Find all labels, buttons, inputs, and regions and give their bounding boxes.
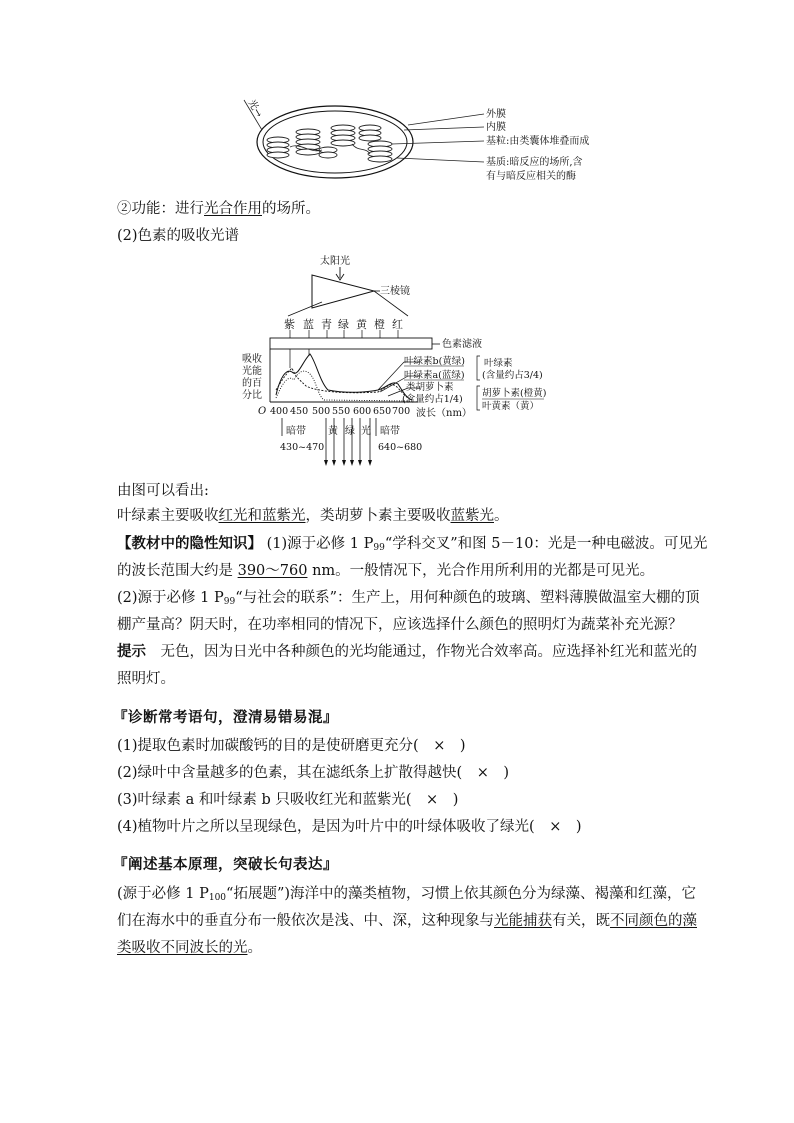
xtick-400: 400: [270, 406, 289, 417]
xtick-600: 600: [353, 406, 372, 417]
chloroplast-diagram: [240, 92, 590, 188]
different-algae-answer: 不同颜色的藻: [610, 913, 697, 929]
color-red: 红: [392, 318, 403, 331]
chlorophyll-absorbs: 红光和蓝紫光: [218, 508, 306, 524]
color-blue: 蓝: [303, 318, 314, 331]
ylabel-4: 分比: [242, 390, 262, 401]
prism-label: 三棱镜: [380, 286, 410, 297]
granum-label: 基粒:由类囊体堆叠而成: [486, 136, 590, 147]
inner-membrane-label: 内膜: [486, 122, 506, 133]
hint-label: 提示: [117, 643, 146, 660]
outer-membrane-label: 外膜: [486, 109, 506, 120]
xtick-450: 450: [290, 406, 309, 417]
hidden-knowledge-tag: 【教材中的隐性知识】: [117, 535, 262, 552]
elaborate-p1: (源于必修 1 $P_{100}“$拓展题”)海洋中的藻类植物，习惯上依其颜色分为绿藻、褐藻和红藻，它: [117, 886, 697, 903]
pass-green: 绿: [345, 426, 355, 437]
chl-group-label-2: (含量约占3/4): [482, 370, 543, 381]
chl-b-curve: [276, 354, 412, 400]
filter-label: 色素滤液: [442, 339, 482, 350]
carotenoid-label-1: 类胡萝卜素: [406, 382, 454, 393]
pigment-filter-box: [270, 338, 432, 349]
chl-b-label: 叶绿素b(黄绿): [404, 356, 465, 367]
color-cyan: 青: [321, 318, 332, 331]
xtick-700: 700: [392, 406, 411, 417]
stroma-label-1: 基质:暗反应的场所,含: [486, 157, 583, 168]
hidden-knowledge-p1-cont: 的波长范围大约是 390～760 nm。一般情况下，光合作用所利用的光都是可见光。: [117, 563, 655, 579]
diagnose-item-4: (4)植物叶片之所以呈现绿色，是因为叶片中的叶绿体吸收了绿光( × ): [117, 819, 582, 835]
color-yellow: 黄: [356, 318, 367, 331]
carotene-label: 胡萝卜素(橙黄): [482, 388, 547, 399]
section-2-title: (2)色素的吸收光谱: [117, 228, 240, 244]
dark-band-2-range: 640~680: [378, 442, 423, 453]
stroma-label-2: 有与暗反应相关的酶: [486, 171, 576, 182]
dark-band-2: 暗带: [380, 426, 400, 437]
hidden-knowledge-p2: (2)源于必修 1 $P_{99}“$与社会的联系”：生产上，用何种颜色的玻璃、塑料薄膜做温室大棚的顶: [117, 590, 700, 607]
x-tick-labels: [270, 406, 410, 417]
spectrum-colors: [284, 317, 403, 331]
diagnose-title: 『诊断常考语句，澄清易错易混』: [113, 709, 338, 726]
hint-line-cont: 照明灯。: [117, 671, 175, 687]
hint-line: 提示 无色，因为日光中各种颜色的光均能通过，作物光合效率高。应选择补红光和蓝光的: [117, 643, 697, 660]
grana-stacks: [267, 125, 392, 162]
chl-group-label-1: 叶绿素: [484, 358, 513, 369]
elaborate-p3: 类吸收不同波长的光。: [117, 940, 262, 956]
ylabel-2: 光能: [242, 366, 262, 377]
ylabel-1: 吸收: [242, 354, 262, 365]
hidden-knowledge-p2-cont: 棚产量高？阴天时，在功率相同的情况下，应该选择什么颜色的照明灯为蔬菜补充光源？: [117, 617, 683, 633]
xtick-550: 550: [332, 406, 351, 417]
dark-band-1: 暗带: [286, 426, 306, 437]
carotenoid-label-2: (含量约占1/4): [402, 394, 463, 405]
color-green: 绿: [338, 318, 349, 331]
absorb-wavelength-answer: 类吸收不同波长的光: [117, 940, 248, 956]
hidden-knowledge-p1: 【教材中的隐性知识】 (1)源于必修 1 $P_{99}“$学科交叉”和图 5－10：光是一种电磁波。可见光: [117, 535, 708, 553]
conclusion-intro: 由图可以看出:: [117, 483, 209, 499]
conclusion-text: 叶绿素主要吸收红光和蓝紫光，类胡萝卜素主要吸收蓝紫光。: [117, 508, 509, 524]
sunlight-label: 太阳光: [320, 256, 350, 267]
diagnose-item-2: (2)绿叶中含量越多的色素，其在滤纸条上扩散得越快( × ): [117, 765, 510, 781]
light-label: 光→: [245, 98, 265, 120]
pass-yellow: 黄: [328, 426, 338, 437]
elaborate-p2: 们在海水中的垂直分布一般依次是浅、中、深，这种现象与光能捕获有关，既不同颜色的藻: [117, 913, 697, 929]
diagnose-item-3: (3)叶绿素 a 和叶绿素 b 只吸收红光和蓝紫光( × ): [117, 792, 459, 808]
xtick-650: 650: [373, 406, 392, 417]
function-answer: 光合作用: [204, 201, 262, 217]
absorption-spectrum-diagram: [228, 250, 578, 470]
xtick-500: 500: [312, 406, 331, 417]
color-orange: 橙: [374, 318, 385, 331]
prism-shape: [312, 275, 374, 308]
chl-a-label: 叶绿素a(蓝绿): [404, 370, 465, 381]
carotenoid-absorbs: 蓝紫光: [450, 508, 494, 524]
function-line: ②功能：进行光合作用的场所。: [117, 201, 320, 217]
xanthophyll-label: 叶黄素（黄）: [482, 401, 540, 412]
origin-label: O: [258, 406, 267, 417]
visible-light-range: 390～760: [237, 563, 308, 579]
diagnose-item-1: (1)提取色素时加碳酸钙的目的是使研磨更充分( × ): [117, 738, 466, 754]
dark-band-1-range: 430~470: [280, 442, 325, 453]
x-axis-label: 波长（nm）: [416, 408, 472, 419]
ylabel-3: 的百: [242, 378, 262, 389]
color-violet: 紫: [284, 318, 295, 331]
light-capture-answer: 光能捕获: [494, 913, 552, 929]
pass-light: 光: [361, 426, 371, 437]
elaborate-title: 『阐述基本原理，突破长句表达』: [113, 856, 338, 873]
